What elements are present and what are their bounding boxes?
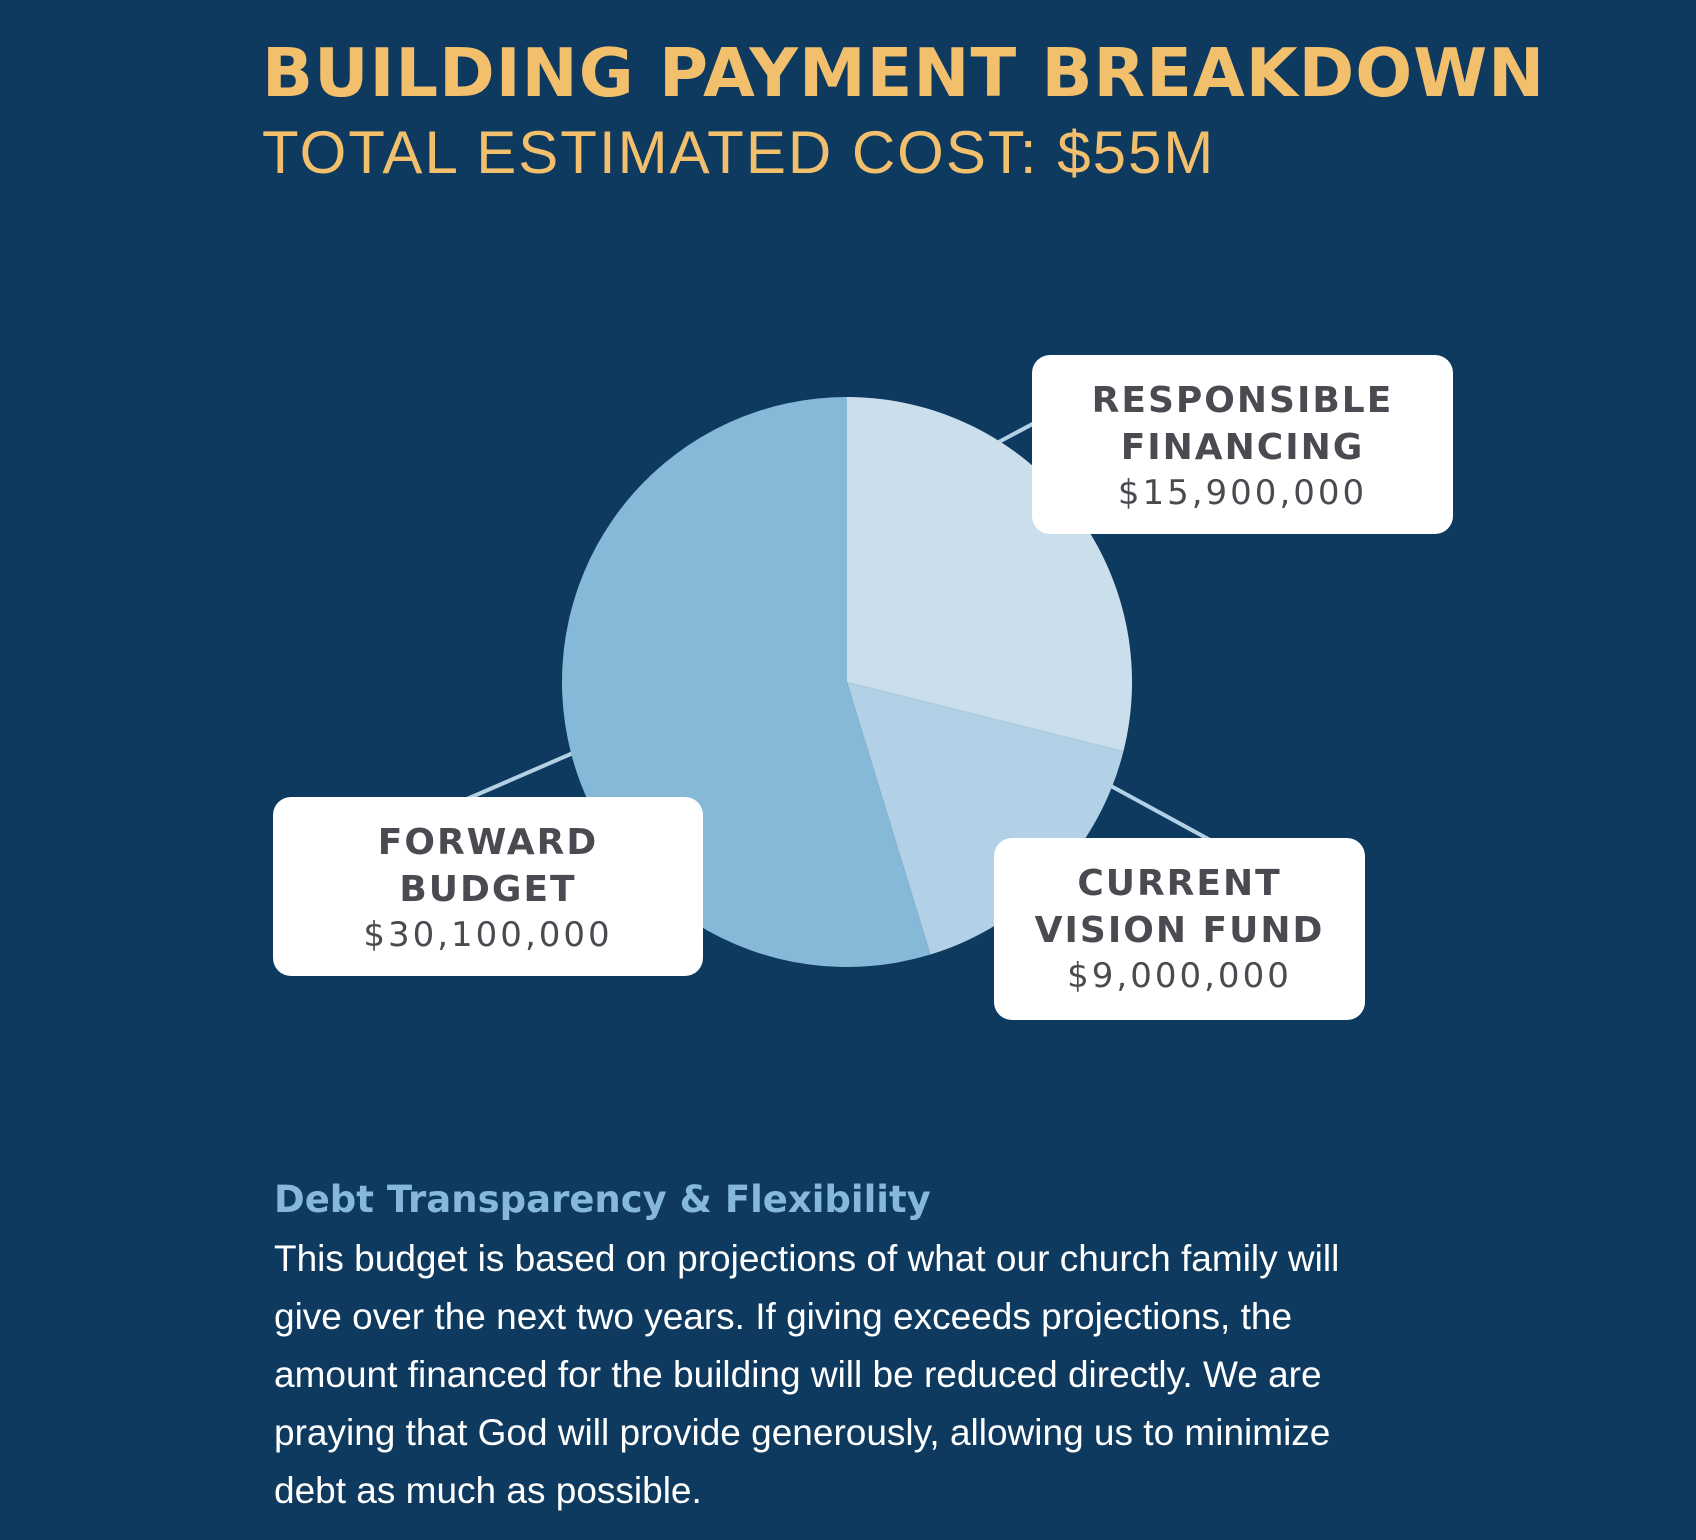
body-line: debt as much as possible. [274, 1470, 702, 1511]
slice-label: FORWARD [377, 822, 599, 863]
body-paragraph [274, 1230, 1454, 1520]
slice-value-label: $30,100,000 [363, 915, 613, 955]
slice-label: VISION FUND [1034, 910, 1325, 951]
body-line: give over the next two years. If giving exceeds projections, the [274, 1296, 1293, 1337]
callout-current-vision-fund [994, 838, 1365, 1020]
leader-line-current-vision-fund [1100, 780, 1210, 840]
chart-title: BUILDING PAYMENT BREAKDOWN [262, 34, 1546, 112]
body-line: This budget is based on projections of what our church family will [274, 1238, 1340, 1279]
body-line: amount financed for the building will be reduced directly. We are [274, 1354, 1322, 1395]
slice-label: RESPONSIBLE [1091, 380, 1394, 421]
callout-forward-budget [273, 797, 703, 976]
slice-label: FINANCING [1120, 427, 1365, 468]
section-heading: Debt Transparency & Flexibility [274, 1178, 931, 1221]
slice-label: BUDGET [399, 869, 577, 910]
callout-responsible-financing [1032, 355, 1453, 534]
leader-line-forward-budget [460, 750, 580, 802]
body-line: praying that God will provide generously, allowing us to minimize [274, 1412, 1331, 1453]
chart-subtitle: TOTAL ESTIMATED COST: $55M [262, 119, 1216, 186]
slice-value-label: $9,000,000 [1067, 956, 1292, 996]
slice-label: CURRENT [1077, 863, 1282, 904]
slice-value-label: $15,900,000 [1117, 473, 1368, 513]
